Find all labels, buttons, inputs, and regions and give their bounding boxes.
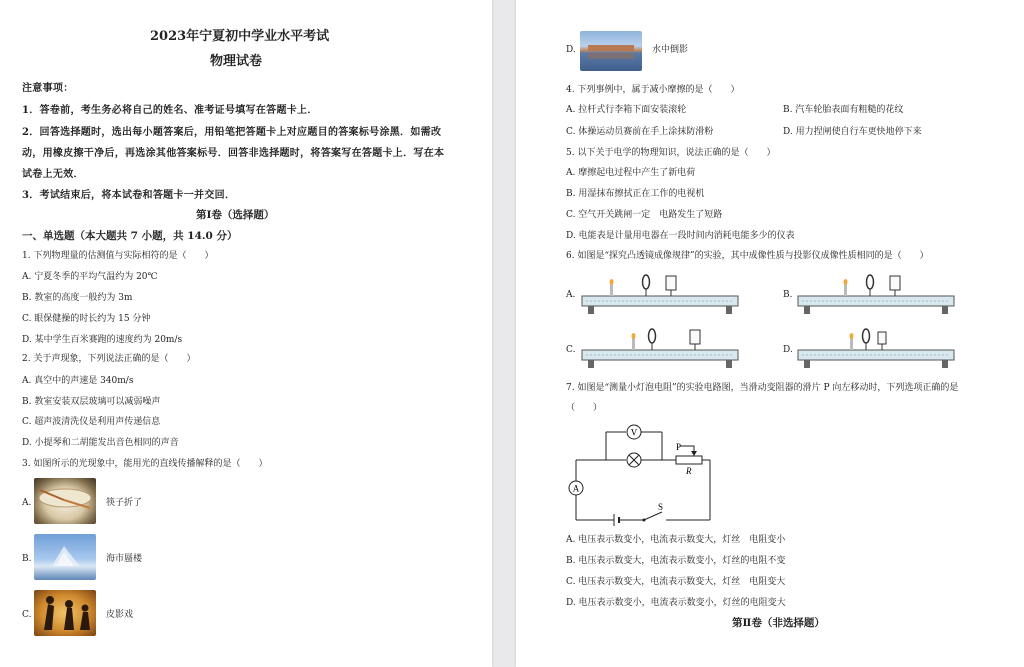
q3-stem: 3. 如图所示的光现象中，能用光的直线传播解释的是（ ） (22, 459, 268, 469)
notice-item-1: 1．答卷前，考生务必将自己的姓名、准考证号填写在答题卡上． (22, 105, 318, 116)
q2-option-a: A. 真空中的声速是 340m/s (22, 376, 134, 386)
exam-subtitle: 物理试卷 (210, 54, 263, 69)
q3-photo-shadow-play (34, 590, 96, 636)
q6-optical-bench-d (796, 322, 956, 372)
q4-option-d: D. 用力捏闸使自行车更快地停下来 (783, 127, 922, 137)
q3-option-d-letter: D. (566, 45, 576, 55)
slider-label: P (676, 442, 682, 452)
part-1-title: 第Ⅰ卷（选择题） (196, 209, 275, 221)
q1-option-b: B. 教室的高度一般约为 3m (22, 293, 133, 303)
q3-option-d-caption: 水中倒影 (652, 45, 689, 55)
reflection-drawing (580, 31, 642, 71)
q2-stem: 2. 关于声现象，下列说法正确的是（ ） (22, 354, 196, 364)
voltmeter-label: V (630, 427, 638, 438)
q6-option-a-letter: A. (566, 290, 576, 300)
part-2-title: 第Ⅱ卷（非选择题） (732, 617, 825, 629)
q3-photo-water-reflection (580, 31, 642, 71)
notice-item-2-line-1: 2．回答选择题时，选出每小题答案后，用铅笔把答题卡上对应题目的答案标号涂黑．如需改 (22, 127, 442, 138)
mirage-drawing (34, 534, 96, 580)
q5-option-c: C. 空气开关跳闸一定 电路发生了短路 (566, 210, 723, 220)
q7-circuit-diagram (564, 418, 734, 528)
exam-title: 2023年宁夏初中学业水平考试 (150, 29, 330, 44)
notice-item-3: 3．考试结束后，将本试卷和答题卡一并交回． (22, 190, 236, 201)
q5-option-b: B. 用湿抹布擦拭正在工作的电视机 (566, 189, 705, 199)
q5-option-a: A. 摩擦起电过程中产生了新电荷 (566, 168, 696, 178)
q1-option-a: A. 宁夏冬季的平均气温约为 20℃ (22, 272, 158, 282)
q7-stem-line-1: 7. 如图是“测量小灯泡电阻”的实验电路图，当滑动变阻器的滑片 P 向左移动时，下列选项正确的是 (566, 383, 959, 393)
q3-option-c-letter: C. (22, 610, 32, 620)
q1-option-c: C. 眼保健操的时长约为 15 分钟 (22, 314, 151, 324)
q2-option-c: C. 超声波清洗仪是利用声传递信息 (22, 417, 161, 427)
shadow-figures-drawing (34, 590, 96, 636)
q5-option-d: D. 电能表是计量用电器在一段时间内消耗电能多少的仪表 (566, 231, 795, 241)
q1-option-d: D. 某中学生百米赛跑的速度约为 20m/s (22, 335, 183, 345)
q7-option-c: C. 电压表示数变大，电流表示数变大，灯丝 电阻变大 (566, 577, 786, 587)
q1-stem: 1. 下列物理量的估测值与实际相符的是（ ） (22, 251, 214, 261)
q6-optical-bench-a (580, 268, 740, 318)
rheostat-label: R (686, 466, 692, 476)
q6-optical-bench-b (796, 268, 956, 318)
ammeter-label: A (572, 483, 580, 494)
notice-item-2-line-3: 试卷上无效． (22, 169, 84, 180)
q6-option-b-letter: B. (783, 290, 793, 300)
q3-option-a-caption: 筷子折了 (106, 498, 143, 508)
q3-option-b-caption: 海市蜃楼 (106, 554, 143, 564)
q4-stem: 4. 下列事例中，属于减小摩擦的是（ ） (566, 85, 740, 95)
q2-option-b: B. 教室安装双层玻璃可以减弱噪声 (22, 397, 161, 407)
notice-item-2-line-2: 动，用橡皮擦干净后，再选涂其他答案标号．回答非选择题时，将答案写在答题卡上．写在本 (22, 148, 445, 159)
section-1-title: 一、单选题（本大题共 7 小题，共 14.0 分） (22, 230, 238, 242)
q4-option-a: A. 拉杆式行李箱下面安装滚轮 (566, 105, 687, 115)
q7-option-d: D. 电压表示数变小，电流表示数变小，灯丝的电阻变大 (566, 598, 786, 608)
q7-stem-line-2: （ ） (566, 403, 603, 413)
q3-option-b-letter: B. (22, 554, 32, 564)
notice-heading: 注意事项： (22, 83, 74, 94)
q4-option-b: B. 汽车轮胎表面有粗糙的花纹 (783, 105, 904, 115)
q6-option-d-letter: D. (783, 345, 793, 355)
switch-label: S (658, 502, 664, 512)
q3-option-a-letter: A. (22, 498, 32, 508)
q7-option-a: A. 电压表示数变小，电流表示数变大，灯丝 电阻变小 (566, 535, 786, 545)
exam-page-left (0, 0, 492, 667)
q5-stem: 5. 以下关于电学的物理知识，说法正确的是（ ） (566, 148, 776, 158)
exam-page-right (516, 0, 1024, 667)
q6-option-c-letter: C. (566, 345, 576, 355)
q7-option-b: B. 电压表示数变大，电流表示数变小，灯丝的电阻不变 (566, 556, 786, 566)
q6-optical-bench-c (580, 322, 740, 372)
q6-stem: 6. 如图是“探究凸透镜成像规律”的实验，其中成像性质与投影仪成像性质相同的是（ ） (566, 251, 929, 261)
q3-photo-mirage (34, 534, 96, 580)
q4-option-c: C. 体操运动员赛前在手上涂抹防滑粉 (566, 127, 714, 137)
q3-option-c-caption: 皮影戏 (106, 610, 134, 620)
q3-photo-bent-chopsticks (34, 478, 96, 524)
q2-option-d: D. 小提琴和二胡能发出音色相同的声音 (22, 438, 179, 448)
chopstick-drawing (34, 478, 96, 524)
